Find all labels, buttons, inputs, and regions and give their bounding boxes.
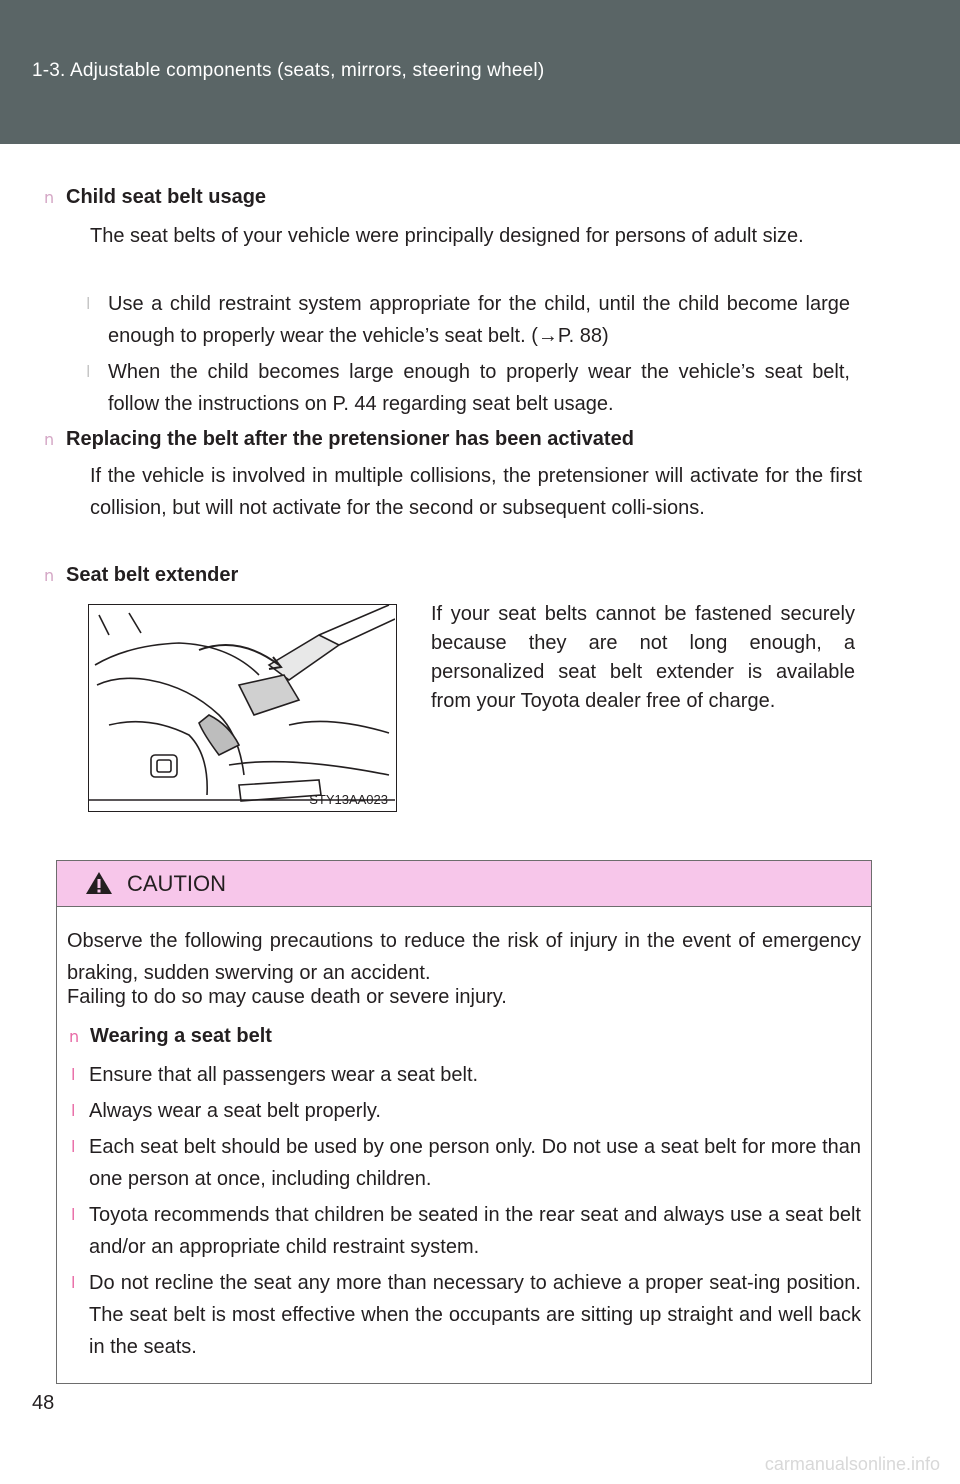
section-marker: n (44, 188, 55, 207)
caution-header (57, 861, 871, 907)
seat-belt-extender-illustration (88, 604, 397, 812)
illustration-drawing (89, 605, 395, 810)
bullet-marker: l (86, 294, 91, 313)
section-title-replacing: n Replacing the belt after the pretensioner has been activated (44, 428, 634, 450)
watermark: carmanualsonline.info (764, 1454, 940, 1474)
caution-bullet-2: l Always wear a seat belt properly. (89, 1095, 861, 1127)
section-marker: n (69, 1027, 80, 1046)
caution-bullet-1: l Ensure that all passengers wear a seat belt. (89, 1059, 861, 1091)
caution-title: n Wearing a seat belt (69, 1025, 272, 1047)
bullet-marker: l (71, 1205, 76, 1224)
caution-intro-1: Observe the following precautions to reduce the risk of injury in the event of emergency braking, sudden swerving or an accident. (67, 930, 861, 984)
child-paragraph: The seat belts of your vehicle were principally designed for persons of adult size. (90, 225, 804, 247)
caution-label: CAUTION (127, 871, 226, 896)
child-bullet-2: l When the child becomes large enough to properly wear the vehicle’s seat belt, follow the instructions on P. 44 regarding seat belt usage. (108, 356, 850, 420)
bullet-marker: l (71, 1273, 76, 1292)
header-title: 1-3. Adjustable components (seats, mirrors, steering wheel) (32, 60, 545, 81)
replacing-paragraph: If the vehicle is involved in multiple collisions, the pretensioner will activate for the first collision, but will not activate for the second or subsequent colli-sions. (90, 465, 862, 519)
caution-bullet-5: l Do not recline the seat any more than necessary to achieve a proper seat-ing position. The seat belt is most effective when the occupants are sitting up straight and well back in the seats. (89, 1267, 861, 1363)
bullet-marker: l (71, 1065, 76, 1084)
section-title-extender: n Seat belt extender (44, 564, 239, 586)
bullet-marker: l (71, 1137, 76, 1156)
caution-box (56, 860, 872, 1384)
section-marker: n (44, 430, 55, 449)
page-header (0, 0, 960, 144)
child-bullet-1: l Use a child restraint system appropriate for the child, until the child become large enough to properly wear the vehicle’s seat belt. (→P. 88) (108, 288, 850, 352)
page-number: 48 (32, 1392, 55, 1414)
caution-bullet-3: l Each seat belt should be used by one person only. Do not use a seat belt for more than one person at once, including children. (89, 1131, 861, 1195)
bullet-marker: l (71, 1101, 76, 1120)
section-marker: n (44, 566, 55, 585)
figure-code: STY13AA023 (309, 792, 388, 807)
caution-bullet-4: l Toyota recommends that children be seated in the rear seat and always use a seat belt and/or an appropriate child restraint system. (89, 1199, 861, 1263)
bullet-marker: l (86, 362, 91, 381)
extender-paragraph: If your seat belts cannot be fastened securely because they are not long enough, a personalized seat belt extender is available from your Toyota dealer free of charge. (431, 603, 855, 712)
section-title-child: n Child seat belt usage (44, 186, 267, 208)
warning-triangle-icon (85, 870, 113, 896)
caution-intro-2: Failing to do so may cause death or severe injury. (67, 986, 507, 1008)
